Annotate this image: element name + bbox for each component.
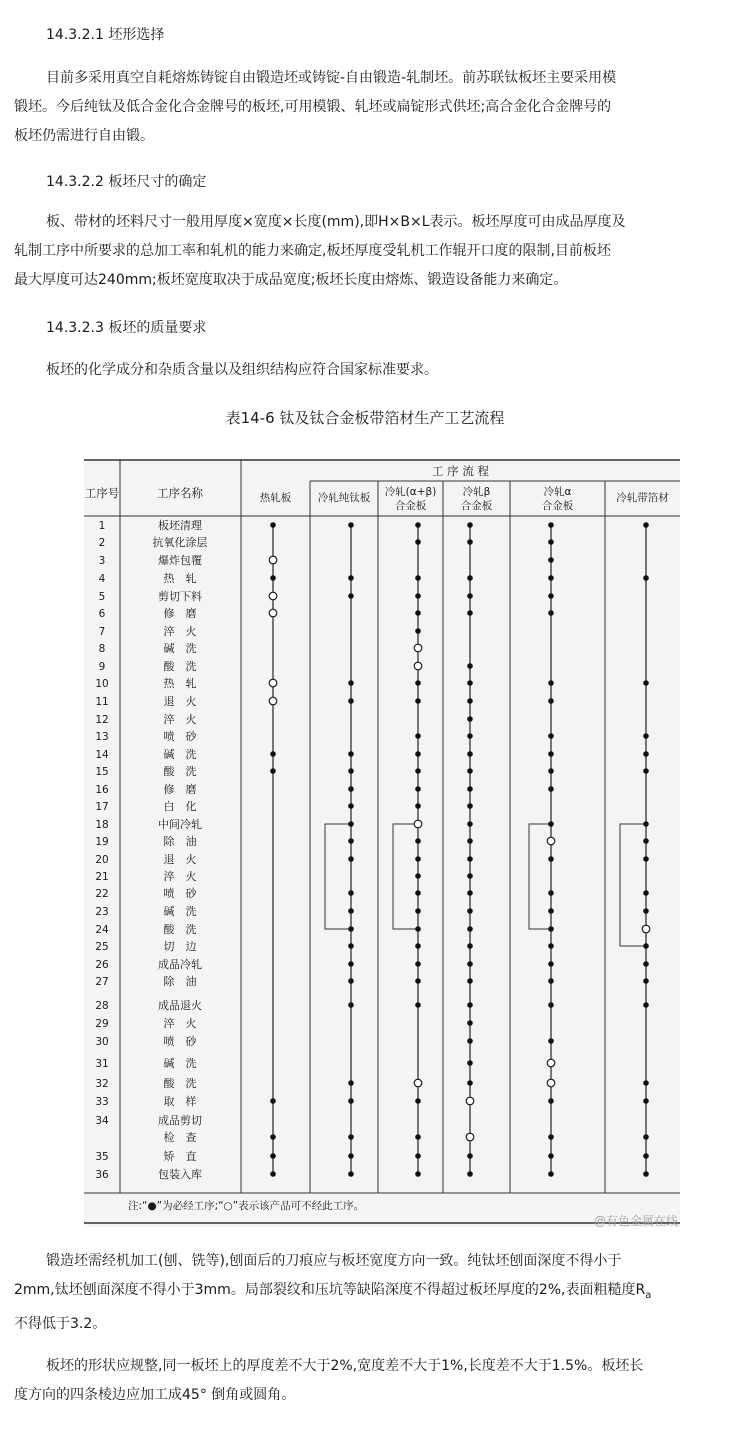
paragraph-billet-quality — [14, 356, 720, 385]
optional-step-circle — [547, 1079, 555, 1087]
required-step-dot — [415, 1134, 421, 1140]
required-step-dot — [467, 926, 473, 932]
col-header-line2: 合金板 — [394, 500, 427, 512]
required-step-dot — [348, 522, 354, 528]
step-name: 碱 洗 — [163, 748, 197, 761]
step-name: 淬 火 — [163, 870, 197, 883]
col-header-line1: 冷轧β — [462, 486, 491, 498]
step-name: 爆炸包覆 — [158, 554, 202, 567]
required-step-dot — [467, 1002, 473, 1008]
optional-step-circle — [269, 556, 277, 564]
step-name: 除 油 — [163, 975, 197, 988]
required-step-dot — [467, 961, 473, 967]
step-number: 20 — [95, 854, 109, 866]
required-step-dot — [467, 1171, 473, 1177]
text-line: 板坯的形状应规整,同一板坯上的厚度差不大于2%,宽度差不大于1%,长度差不大于1.5%。板坯长 — [46, 1358, 644, 1374]
required-step-dot — [415, 539, 421, 545]
required-step-dot — [415, 610, 421, 616]
required-step-dot — [467, 1060, 473, 1066]
optional-step-circle — [414, 820, 422, 828]
required-step-dot — [548, 539, 554, 545]
required-step-dot — [643, 908, 649, 914]
col-header-line1: 冷轧α — [543, 486, 572, 498]
required-step-dot — [643, 821, 649, 827]
step-number: 13 — [95, 731, 109, 743]
required-step-dot — [643, 1171, 649, 1177]
step-name: 抗氧化涂层 — [152, 536, 208, 549]
paragraph-machining — [14, 1247, 720, 1339]
required-step-dot — [548, 1038, 554, 1044]
required-step-dot — [467, 821, 473, 827]
required-step-dot — [348, 908, 354, 914]
required-step-dot — [348, 926, 354, 932]
section-heading-1: 14.3.2.1 坯形选择 — [46, 27, 165, 43]
step-number: 29 — [95, 1018, 109, 1030]
text-line: 板坯的化学成分和杂质含量以及组织结构应符合国家标准要求。 — [46, 362, 438, 378]
required-step-dot — [348, 821, 354, 827]
required-step-dot — [548, 786, 554, 792]
required-step-dot — [548, 575, 554, 581]
paragraph-shape — [14, 1352, 720, 1410]
required-step-dot — [467, 733, 473, 739]
required-step-dot — [348, 890, 354, 896]
required-step-dot — [467, 838, 473, 844]
required-step-dot — [348, 698, 354, 704]
required-step-dot — [348, 786, 354, 792]
step-name: 酸 洗 — [163, 765, 197, 778]
step-number: 31 — [95, 1058, 109, 1070]
required-step-dot — [270, 1134, 276, 1140]
step-number: 7 — [98, 626, 106, 638]
step-number: 15 — [95, 766, 109, 778]
required-step-dot — [467, 1020, 473, 1026]
roughness-subscript: a — [645, 1289, 652, 1301]
required-step-dot — [643, 890, 649, 896]
required-step-dot — [348, 575, 354, 581]
table-note: 注:“●”为必经工序;“○”表示该产品可不经此工序。 — [128, 1200, 365, 1212]
step-number: 5 — [98, 591, 106, 603]
step-number: 34 — [95, 1115, 109, 1127]
step-number: 11 — [95, 696, 109, 708]
step-number: 12 — [95, 714, 109, 726]
text-line: 最大厚度可达240mm;板坯宽度取决于成品宽度;板坯长度由熔炼、锻造设备能力来确定。 — [14, 272, 568, 288]
required-step-dot — [415, 628, 421, 634]
col-header-line1: 冷轧(α+β) — [384, 486, 437, 498]
required-step-dot — [348, 1134, 354, 1140]
step-number: 23 — [95, 906, 109, 918]
required-step-dot — [548, 680, 554, 686]
required-step-dot — [548, 751, 554, 757]
required-step-dot — [270, 751, 276, 757]
required-step-dot — [348, 838, 354, 844]
required-step-dot — [415, 522, 421, 528]
required-step-dot — [467, 768, 473, 774]
step-number: 10 — [95, 678, 109, 690]
step-number: 2 — [98, 537, 106, 549]
paragraph-billet-size — [14, 208, 720, 295]
table-title: 表14-6 钛及钛合金板带箔材生产工艺流程 — [225, 409, 505, 427]
step-name: 喷 砂 — [163, 1035, 197, 1048]
step-name: 淬 火 — [163, 625, 197, 638]
required-step-dot — [548, 926, 554, 932]
step-number: 28 — [95, 1000, 109, 1012]
optional-step-circle — [414, 644, 422, 652]
optional-step-circle — [269, 679, 277, 687]
text-line: 度方向的四条棱边应加工成45° 倒角或圆角。 — [14, 1387, 296, 1403]
required-step-dot — [467, 522, 473, 528]
required-step-dot — [415, 943, 421, 949]
required-step-dot — [643, 1134, 649, 1140]
required-step-dot — [270, 768, 276, 774]
required-step-dot — [548, 593, 554, 599]
step-number: 21 — [95, 871, 109, 883]
required-step-dot — [548, 961, 554, 967]
col-header: 热轧板 — [259, 492, 292, 504]
text-line: 板坯仍需进行自由锻。 — [14, 128, 154, 144]
required-step-dot — [548, 557, 554, 563]
step-number: 4 — [98, 573, 106, 585]
step-name: 成品退火 — [158, 999, 202, 1012]
optional-step-circle — [642, 925, 650, 933]
step-number: 17 — [95, 801, 109, 813]
required-step-dot — [548, 856, 554, 862]
text-line: 目前多采用真空自耗熔炼铸锭自由锻造坯或铸锭-自由锻造-轧制坯。前苏联钛板坯主要采用模 — [46, 70, 617, 86]
required-step-dot — [348, 1153, 354, 1159]
required-step-dot — [415, 890, 421, 896]
step-name: 喷 砂 — [163, 887, 197, 900]
step-name: 喷 砂 — [163, 730, 197, 743]
required-step-dot — [548, 733, 554, 739]
required-step-dot — [467, 1080, 473, 1086]
step-name: 检 查 — [163, 1131, 197, 1144]
step-number: 3 — [98, 555, 106, 567]
step-name: 碱 洗 — [163, 1057, 197, 1070]
step-name: 酸 洗 — [163, 660, 197, 673]
required-step-dot — [643, 978, 649, 984]
required-step-dot — [467, 1038, 473, 1044]
required-step-dot — [415, 768, 421, 774]
required-step-dot — [467, 803, 473, 809]
optional-step-circle — [269, 609, 277, 617]
paragraph-billet-shape — [14, 64, 720, 151]
text-line: 锻造坯需经机加工(刨、铣等),刨面后的刀痕应与板坯宽度方向一致。纯钛坯刨面深度不得小于 — [46, 1253, 622, 1269]
required-step-dot — [467, 751, 473, 757]
step-name: 除 油 — [163, 835, 197, 848]
required-step-dot — [643, 575, 649, 581]
required-step-dot — [415, 908, 421, 914]
required-step-dot — [467, 539, 473, 545]
required-step-dot — [548, 943, 554, 949]
step-name: 酸 洗 — [163, 923, 197, 936]
col-header-line2: 合金板 — [460, 500, 493, 512]
step-name: 包装入库 — [158, 1168, 202, 1181]
step-number: 18 — [95, 819, 109, 831]
required-step-dot — [548, 522, 554, 528]
required-step-dot — [348, 680, 354, 686]
step-name: 热 轧 — [163, 677, 197, 690]
required-step-dot — [415, 961, 421, 967]
required-step-dot — [467, 663, 473, 669]
step-number: 27 — [95, 976, 109, 988]
required-step-dot — [643, 961, 649, 967]
required-step-dot — [643, 680, 649, 686]
required-step-dot — [270, 575, 276, 581]
required-step-dot — [348, 768, 354, 774]
required-step-dot — [270, 522, 276, 528]
required-step-dot — [270, 1171, 276, 1177]
required-step-dot — [548, 908, 554, 914]
required-step-dot — [548, 890, 554, 896]
col-header: 冷轧纯钛板 — [317, 492, 371, 504]
text-line: 不得低于3.2。 — [14, 1315, 107, 1332]
required-step-dot — [548, 978, 554, 984]
step-number: 19 — [95, 836, 109, 848]
step-name: 淬 火 — [163, 1017, 197, 1030]
step-number: 33 — [95, 1096, 109, 1108]
step-number: 25 — [95, 941, 109, 953]
col-header: 冷轧带箔材 — [616, 492, 669, 504]
required-step-dot — [643, 1080, 649, 1086]
required-step-dot — [643, 768, 649, 774]
required-step-dot — [548, 1098, 554, 1104]
step-name: 剪切下料 — [158, 590, 202, 603]
step-number: 30 — [95, 1036, 109, 1048]
required-step-dot — [415, 1098, 421, 1104]
required-step-dot — [415, 575, 421, 581]
required-step-dot — [415, 751, 421, 757]
optional-step-circle — [414, 662, 422, 670]
required-step-dot — [348, 593, 354, 599]
repeat-loop — [325, 824, 351, 929]
required-step-dot — [548, 821, 554, 827]
required-step-dot — [467, 890, 473, 896]
step-name: 白 化 — [163, 800, 197, 813]
step-name: 成品剪切 — [158, 1114, 202, 1127]
required-step-dot — [415, 680, 421, 686]
required-step-dot — [467, 978, 473, 984]
required-step-dot — [467, 1153, 473, 1159]
required-step-dot — [270, 1153, 276, 1159]
required-step-dot — [467, 680, 473, 686]
process-flow-table — [84, 459, 680, 1227]
required-step-dot — [348, 856, 354, 862]
required-step-dot — [415, 873, 421, 879]
col-name-header: 工序名称 — [157, 486, 203, 500]
text-line: 板、带材的坯料尺寸一般用厚度×宽度×长度(mm),即H×B×L表示。板坯厚度可由成品厚度及 — [46, 214, 626, 230]
required-step-dot — [467, 575, 473, 581]
required-step-dot — [548, 1134, 554, 1140]
required-step-dot — [643, 522, 649, 528]
required-step-dot — [467, 610, 473, 616]
required-step-dot — [548, 1153, 554, 1159]
required-step-dot — [348, 1080, 354, 1086]
required-step-dot — [415, 926, 421, 932]
section-heading-2: 14.3.2.2 板坯尺寸的确定 — [46, 174, 207, 190]
required-step-dot — [415, 838, 421, 844]
required-step-dot — [348, 961, 354, 967]
col-group-header: 工 序 流 程 — [432, 464, 489, 478]
required-step-dot — [348, 803, 354, 809]
step-name: 板坯清理 — [158, 519, 202, 532]
required-step-dot — [643, 733, 649, 739]
required-step-dot — [415, 786, 421, 792]
required-step-dot — [467, 786, 473, 792]
required-step-dot — [643, 1002, 649, 1008]
step-number: 6 — [98, 608, 106, 620]
step-number: 24 — [95, 924, 109, 936]
required-step-dot — [548, 1002, 554, 1008]
required-step-dot — [548, 610, 554, 616]
required-step-dot — [415, 733, 421, 739]
step-name: 退 火 — [163, 695, 197, 708]
required-step-dot — [415, 1171, 421, 1177]
step-number: 8 — [98, 643, 106, 655]
step-name: 热 轧 — [163, 572, 197, 585]
required-step-dot — [415, 698, 421, 704]
required-step-dot — [348, 1171, 354, 1177]
required-step-dot — [348, 978, 354, 984]
required-step-dot — [467, 943, 473, 949]
section-heading-3: 14.3.2.3 板坯的质量要求 — [46, 320, 207, 336]
text-line — [14, 1276, 720, 1310]
step-name: 修 磨 — [163, 783, 197, 796]
optional-step-circle — [414, 1079, 422, 1087]
required-step-dot — [467, 698, 473, 704]
step-number: 35 — [95, 1151, 109, 1163]
required-step-dot — [467, 593, 473, 599]
required-step-dot — [643, 1098, 649, 1104]
step-name: 矫 直 — [163, 1150, 197, 1163]
optional-step-circle — [466, 1133, 474, 1141]
step-name: 修 磨 — [163, 607, 197, 620]
text-line: 锻坯。今后纯钛及低合金化合金牌号的板坯,可用模锻、轧坯或扁锭形式供坯;高合金化合金牌号的 — [14, 99, 612, 115]
required-step-dot — [643, 751, 649, 757]
col-header-line2: 合金板 — [541, 500, 574, 512]
required-step-dot — [643, 856, 649, 862]
required-step-dot — [415, 803, 421, 809]
col-step-header: 工序号 — [84, 486, 120, 500]
required-step-dot — [415, 856, 421, 862]
required-step-dot — [467, 873, 473, 879]
required-step-dot — [467, 856, 473, 862]
watermark: @有色金属在线 — [593, 1214, 678, 1227]
step-name: 酸 洗 — [163, 1077, 197, 1090]
step-name: 中间冷轧 — [158, 818, 202, 831]
required-step-dot — [415, 978, 421, 984]
required-step-dot — [643, 1153, 649, 1159]
optional-step-circle — [269, 592, 277, 600]
step-number: 14 — [95, 749, 109, 761]
step-name: 切 边 — [163, 940, 197, 953]
text-line: 轧制工序中所要求的总加工率和轧机的能力来确定,板坯厚度受轧机工作辊开口度的限制,目前板坯 — [14, 243, 611, 259]
optional-step-circle — [269, 697, 277, 705]
step-number: 22 — [95, 888, 109, 900]
required-step-dot — [548, 768, 554, 774]
required-step-dot — [643, 943, 649, 949]
required-step-dot — [467, 908, 473, 914]
optional-step-circle — [547, 1059, 555, 1067]
text-line-body: 2mm,钛坯刨面深度不得小于3mm。局部裂纹和压坑等缺陷深度不得超过板坯厚度的2%,表面粗糙度R — [14, 1282, 646, 1298]
optional-step-circle — [547, 837, 555, 845]
required-step-dot — [548, 698, 554, 704]
step-name: 退 火 — [163, 853, 197, 866]
step-name: 成品冷轧 — [158, 958, 202, 971]
step-number: 1 — [98, 520, 106, 532]
step-number: 9 — [98, 661, 106, 673]
required-step-dot — [348, 943, 354, 949]
optional-step-circle — [466, 1097, 474, 1105]
required-step-dot — [548, 1171, 554, 1177]
required-step-dot — [348, 751, 354, 757]
step-number: 26 — [95, 959, 109, 971]
step-number: 32 — [95, 1078, 109, 1090]
required-step-dot — [415, 1153, 421, 1159]
required-step-dot — [415, 1002, 421, 1008]
step-number: 16 — [95, 784, 109, 796]
required-step-dot — [348, 1002, 354, 1008]
repeat-loop — [393, 824, 418, 929]
required-step-dot — [467, 716, 473, 722]
required-step-dot — [270, 1098, 276, 1104]
required-step-dot — [348, 1098, 354, 1104]
step-number: 36 — [95, 1169, 109, 1181]
step-name: 取 样 — [163, 1095, 197, 1108]
step-name: 碱 洗 — [163, 905, 197, 918]
required-step-dot — [643, 838, 649, 844]
step-name: 碱 洗 — [163, 642, 197, 655]
step-name: 淬 火 — [163, 713, 197, 726]
required-step-dot — [415, 593, 421, 599]
